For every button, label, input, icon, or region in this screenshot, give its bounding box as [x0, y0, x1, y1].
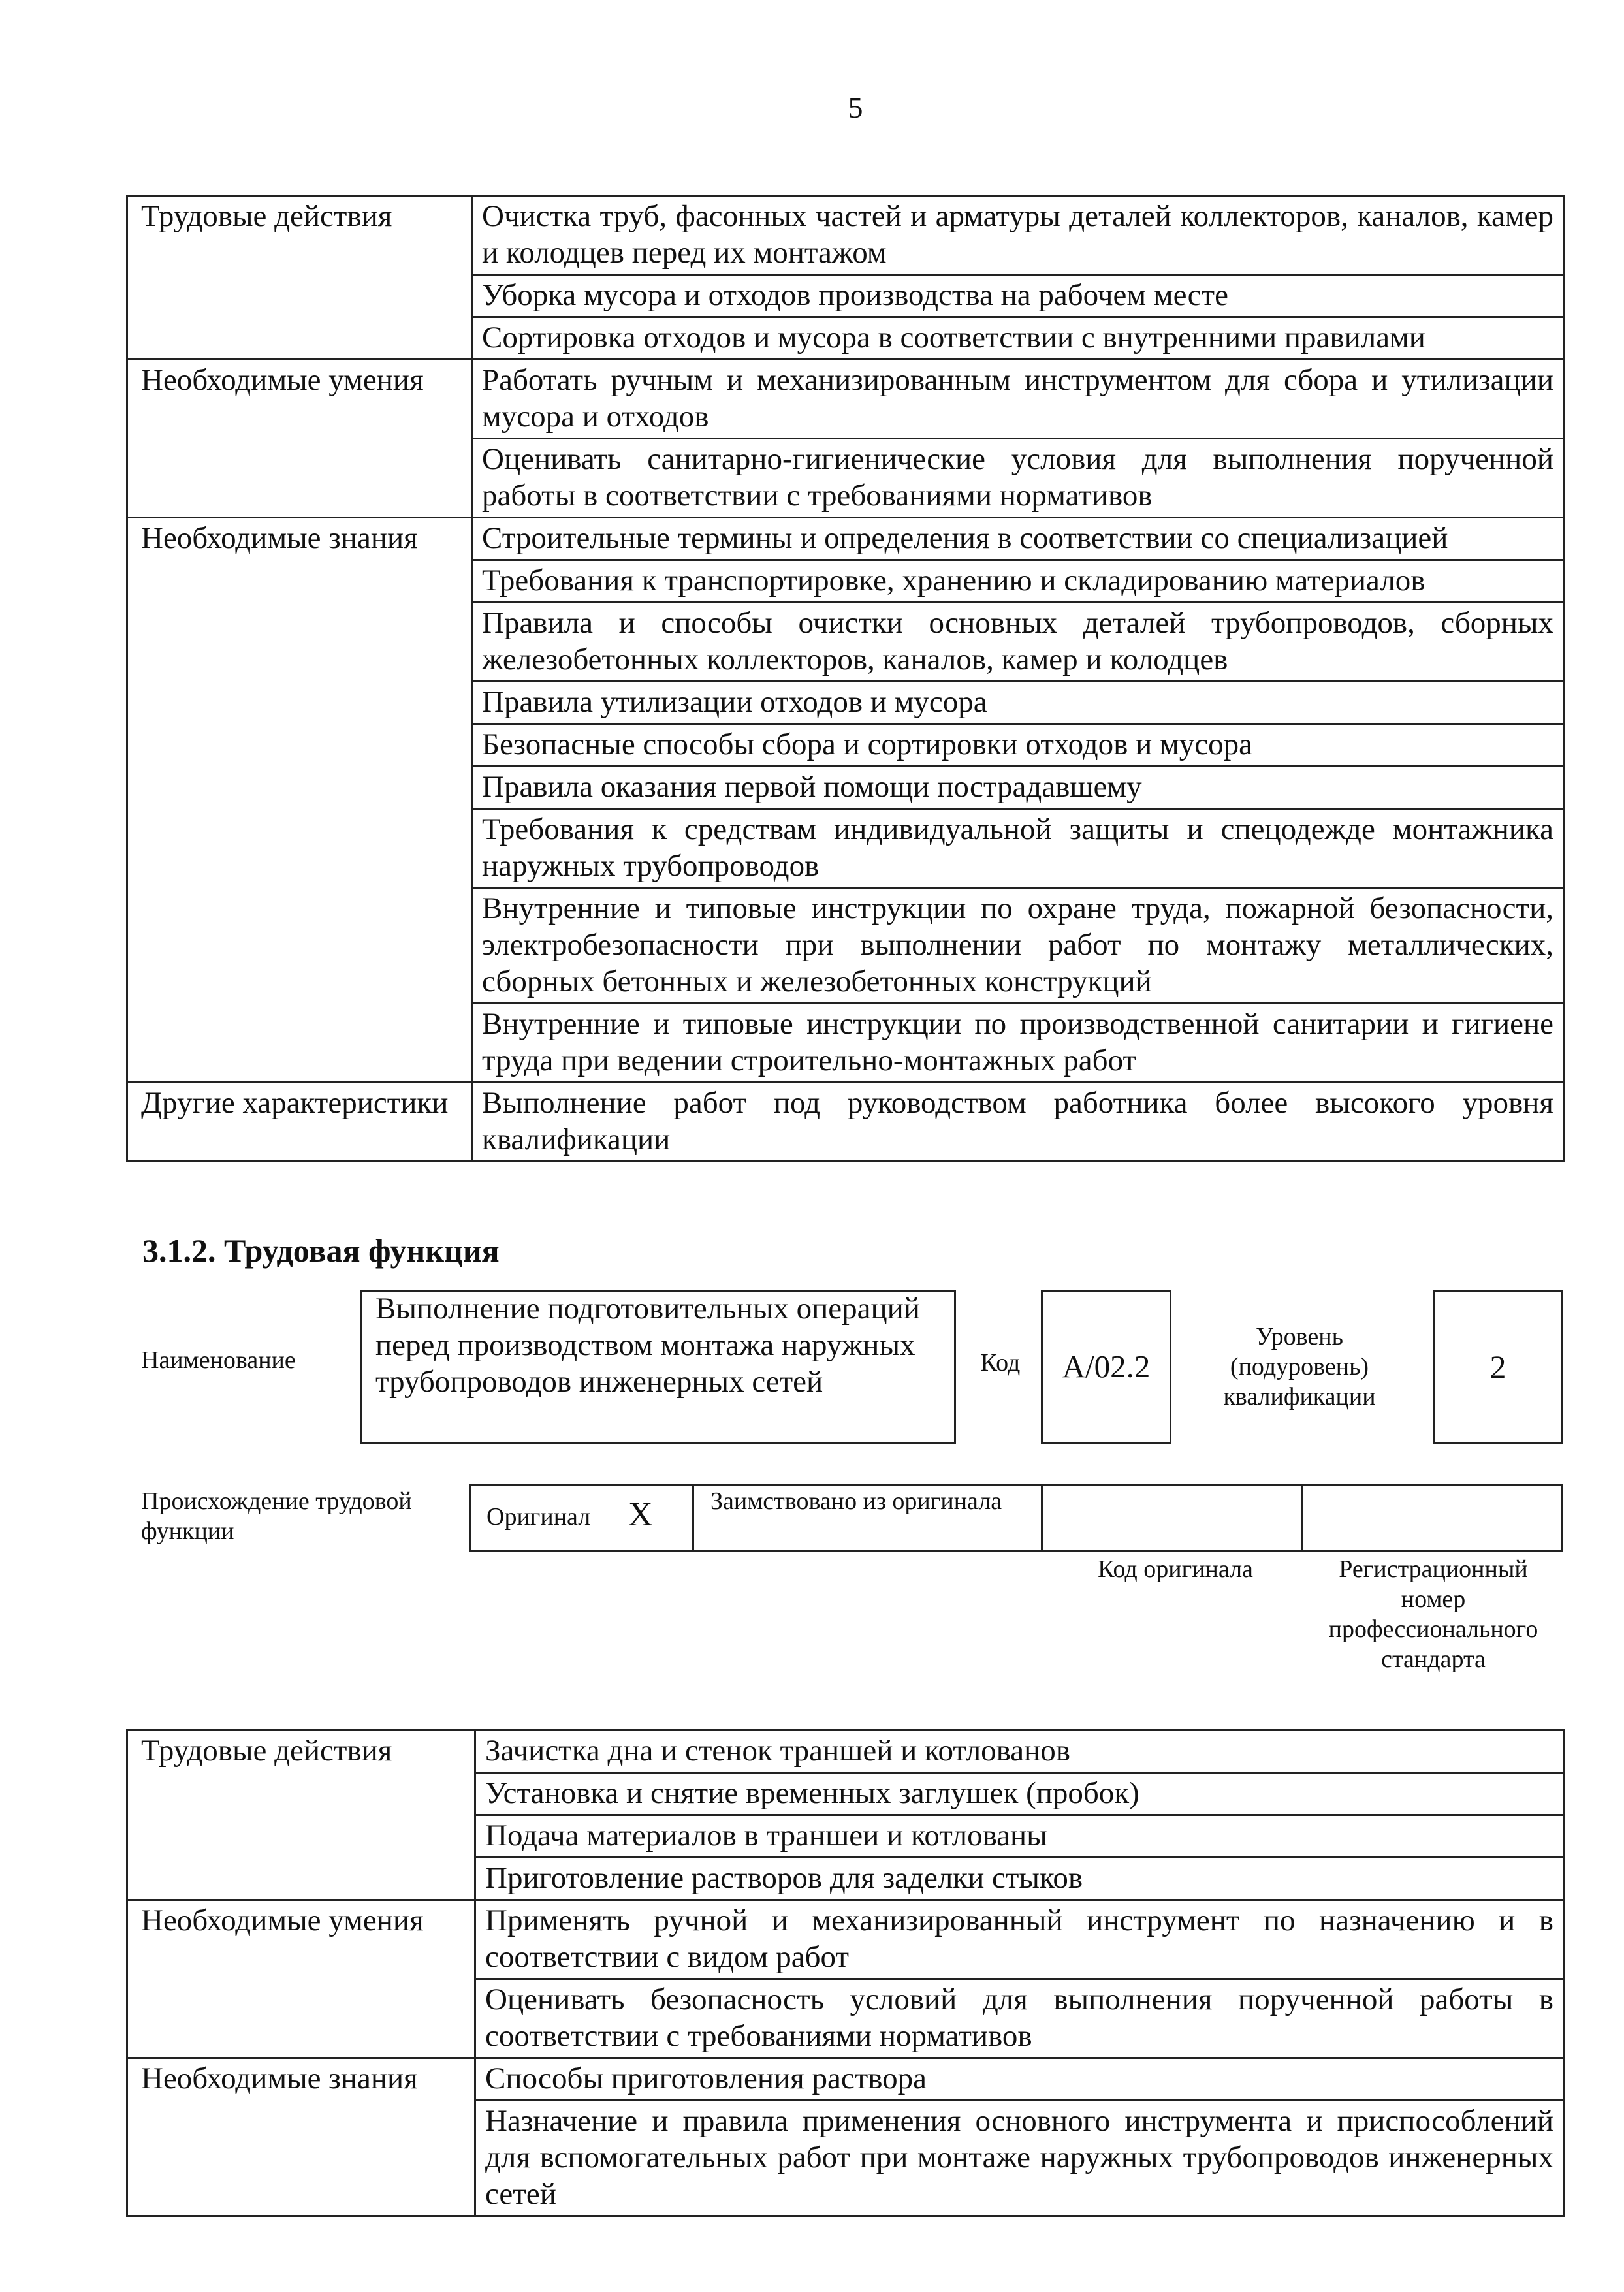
table-cell: Правила оказания первой помощи пострадавшему — [472, 767, 1564, 809]
table-cell: Правила и способы очистки основных деталей трубопроводов, сборных железобетонных коллекторов, каналов, камер и колодцев — [472, 603, 1564, 682]
origin-label: Происхождение трудовой функции — [141, 1488, 412, 1545]
original-code-caption: Код оригинала — [1098, 1555, 1253, 1583]
name-label: Наименование — [141, 1346, 296, 1374]
row-label-labor-actions: Трудовые действия — [127, 196, 472, 360]
table-cell: Назначение и правила применения основного инструмента и приспособлений для вспомогательных работ при монтаже наружных трубопроводов инженерных сетей — [475, 2101, 1564, 2216]
table-cell: Уборка мусора и отходов производства на рабочем месте — [472, 275, 1564, 317]
origin-divider-3 — [1301, 1484, 1303, 1552]
table-cell: Способы приготовления раствора — [475, 2058, 1564, 2101]
table-cell: Оценивать санитарно-гигиенические условия для выполнения порученной работы в соответствии с требованиями нормативов — [472, 439, 1564, 518]
table-row — [127, 360, 1564, 439]
table-row — [127, 1730, 1564, 1773]
level-value: 2 — [1489, 1348, 1506, 1385]
work-function-table-2 — [126, 1729, 1565, 2217]
row-label-required-skills: Необходимые умения — [127, 1900, 475, 2058]
table-cell: Внутренние и типовые инструкции по производственной санитарии и гигиене труда при ведении строительно-монтажных работ — [472, 1004, 1564, 1083]
table-cell: Требования к средствам индивидуальной защиты и спецодежде монтажника наружных трубопроводов — [472, 809, 1564, 888]
code-label: Код — [980, 1349, 1021, 1377]
table-cell: Строительные термины и определения в соответствии со специализацией — [472, 518, 1564, 560]
table-cell: Безопасные способы сбора и сортировки отходов и мусора — [472, 724, 1564, 767]
table-cell: Подача материалов в траншеи и котлованы — [475, 1815, 1564, 1858]
work-function-table-1 — [126, 195, 1565, 1162]
row-label-other-characteristics: Другие характеристики — [127, 1083, 472, 1162]
table-row — [127, 1083, 1564, 1162]
origin-divider-1 — [692, 1484, 694, 1552]
row-label-required-skills: Необходимые умения — [127, 360, 472, 518]
table-cell: Выполнение работ под руководством работника более высокого уровня квалификации — [472, 1083, 1564, 1162]
borrowed-label: Заимствовано из оригинала — [710, 1488, 1002, 1515]
table-cell: Установка и снятие временных заглушек (пробок) — [475, 1773, 1564, 1815]
table-cell: Приготовление растворов для заделки стыков — [475, 1858, 1564, 1900]
row-label-required-knowledge: Необходимые знания — [127, 2058, 475, 2216]
row-label-labor-actions: Трудовые действия — [127, 1730, 475, 1900]
original-label: Оригинал — [486, 1503, 591, 1531]
table-cell: Оценивать безопасность условий для выполнения порученной работы в соответствии с требованиями нормативов — [475, 1979, 1564, 2058]
registration-number-caption: Регистрационный номер профессионального стандарта — [1328, 1555, 1538, 1673]
function-name-value: Выполнение подготовительных операций перед производством монтажа наружных трубопроводов инженерных сетей — [375, 1292, 920, 1399]
row-label-required-knowledge: Необходимые знания — [127, 518, 472, 1083]
section-heading: 3.1.2. Трудовая функция — [142, 1232, 500, 1269]
table-row — [127, 518, 1564, 560]
table-cell: Правила утилизации отходов и мусора — [472, 682, 1564, 724]
table-cell: Сортировка отходов и мусора в соответствии с внутренними правилами — [472, 317, 1564, 360]
table-cell: Зачистка дна и стенок траншей и котлованов — [475, 1730, 1564, 1773]
table-cell: Требования к транспортировке, хранению и складированию материалов — [472, 560, 1564, 603]
code-value: А/02.2 — [1062, 1348, 1151, 1384]
table-row — [127, 2058, 1564, 2101]
level-label: Уровень (подуровень) квалификации — [1223, 1323, 1376, 1410]
table-cell: Применять ручной и механизированный инструмент по назначению и в соответствии с видом работ — [475, 1900, 1564, 1979]
table-row — [127, 1900, 1564, 1979]
table-cell: Очистка труб, фасонных частей и арматуры деталей коллекторов, каналов, камер и колодцев перед их монтажом — [472, 196, 1564, 275]
table-row — [127, 196, 1564, 275]
table-cell: Работать ручным и механизированным инструментом для сбора и утилизации мусора и отходов — [472, 360, 1564, 439]
page-number: 5 — [848, 91, 863, 124]
original-checkmark: X — [628, 1496, 653, 1533]
origin-divider-2 — [1041, 1484, 1043, 1552]
table-cell: Внутренние и типовые инструкции по охране труда, пожарной безопасности, электробезопасности при выполнении работ по монтажу металлических, сборных бетонных и железобетонных конструкций — [472, 888, 1564, 1004]
